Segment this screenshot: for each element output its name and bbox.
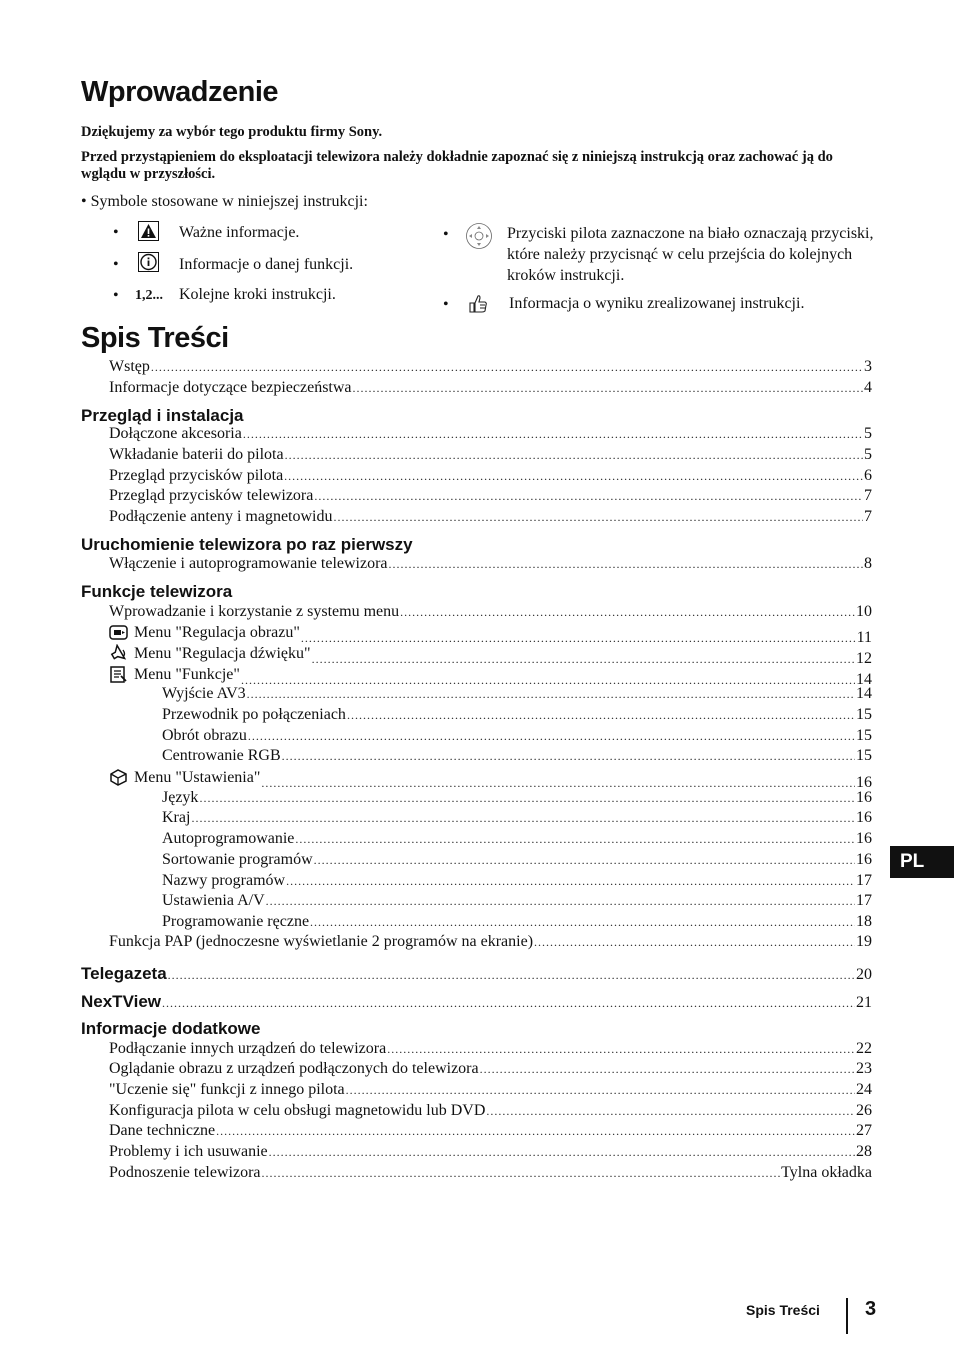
bullet: • (113, 256, 119, 273)
toc-entry[interactable]: Problemy i ich usuwanie ..... 28 (109, 1143, 872, 1164)
footer-divider (846, 1298, 848, 1334)
settings-menu-icon (109, 768, 128, 787)
toc-entry[interactable]: Nazwy programów ..... 17 (162, 872, 872, 893)
toc-entry[interactable]: Wstęp ..... 3 (109, 358, 872, 379)
sym-info-text: Informacje o danej funkcji. (179, 256, 354, 273)
thumbs-up-icon (467, 292, 489, 319)
toc-section-heading: Przegląd i instalacja (81, 406, 244, 425)
toc-entry[interactable]: Podłączenie anteny i magnetowidu ..... 7 (109, 508, 872, 529)
toc-entry[interactable]: Włączenie i autoprogramowanie telewizora ..... 8 (109, 555, 872, 576)
toc-entry[interactable]: Przewodnik po połączeniach ..... 15 (162, 706, 872, 727)
remote-button-icon (465, 222, 493, 255)
toc-entry[interactable]: Kraj ..... 16 (162, 809, 872, 830)
features-menu-icon (109, 665, 128, 684)
toc-entry[interactable]: Język ..... 16 (162, 789, 872, 810)
sound-menu-icon (109, 644, 128, 663)
bullet: • (113, 287, 119, 304)
info-icon (138, 252, 159, 277)
toc-entry[interactable]: Przegląd przycisków telewizora ..... 7 (109, 487, 872, 508)
toc-entry[interactable]: Menu "Funkcje" ..... 14 (109, 665, 872, 686)
thanks-text: Dziękujemy za wybór tego produktu firmy Sony. (81, 124, 383, 140)
sym-result-text: Informacja o wyniku zrealizowanej instrukcji. (509, 295, 805, 312)
toc-entry-nextview[interactable]: NexTView ..... 21 (81, 992, 872, 1013)
toc-entry[interactable]: Programowanie ręczne ..... 18 (162, 913, 872, 934)
toc-entry[interactable]: Dane techniczne ..... 27 (109, 1122, 872, 1143)
toc-entry[interactable]: Funkcja PAP (jednoczesne wyświetlanie 2 programów na ekranie) ..... 19 (109, 933, 872, 954)
intro-title: Wprowadzenie (81, 76, 279, 108)
steps-marker: 1,2... (135, 288, 163, 303)
bullet: • (113, 224, 119, 241)
toc-entry[interactable]: Autoprogramowanie ..... 16 (162, 830, 872, 851)
toc-entry[interactable]: Menu "Ustawienia" ..... 16 (109, 768, 872, 789)
picture-menu-icon (109, 623, 128, 642)
toc-entry[interactable]: Ustawienia A/V ..... 17 (162, 892, 872, 913)
toc-entry[interactable]: Wkładanie baterii do pilota ..... 5 (109, 446, 872, 467)
toc-entry[interactable]: Podnoszenie telewizora ..... Tylna okładka (109, 1164, 872, 1185)
toc-entry[interactable]: Przegląd przycisków pilota ..... 6 (109, 467, 872, 488)
toc-section-heading: Informacje dodatkowe (81, 1019, 261, 1038)
language-tab: PL (890, 846, 954, 878)
bullet: • (443, 226, 449, 243)
footer-section-label: Spis Treści (746, 1302, 820, 1318)
page-number: 3 (865, 1298, 877, 1320)
toc-title: Spis Treści (81, 322, 229, 354)
toc-entry[interactable]: Konfiguracja pilota w celu obsługi magnetowidu lub DVD ..... 26 (109, 1102, 872, 1123)
symbols-intro: • Symbole stosowane w niniejszej instrukcji: (81, 193, 368, 210)
toc-section-heading: Uruchomienie telewizora po raz pierwszy (81, 535, 413, 554)
toc-entry-telegazeta[interactable]: Telegazeta ..... 20 (81, 964, 872, 985)
toc-entry[interactable]: "Uczenie się" funkcji z innego pilota ..... 24 (109, 1081, 872, 1102)
sym-steps-text: Kolejne kroki instrukcji. (179, 286, 336, 303)
toc-entry[interactable]: Centrowanie RGB ..... 15 (162, 747, 872, 768)
warning-text: Przed przystąpieniem do eksploatacji telewizora należy dokładnie zapoznać się z niniejszą instrukcją oraz zachować ją do wglądu w przyszłości. (81, 149, 833, 182)
toc-entry[interactable]: Informacje dotyczące bezpieczeństwa ..... 4 (109, 379, 872, 400)
toc-entry[interactable]: Wprowadzanie i korzystanie z systemu menu ..... 10 (109, 603, 872, 624)
toc-entry[interactable]: Oglądanie obrazu z urządzeń podłączonych do telewizora ..... 23 (109, 1060, 872, 1081)
bullet: • (443, 296, 449, 313)
sym-important-text: Ważne informacje. (179, 224, 300, 241)
sym-buttons-text: Przyciski pilota zaznaczone na biało oznaczają przyciski, które należy przycisnąć w celu przejścia do kolejnych kroków instrukcji. (507, 225, 874, 284)
toc-entry[interactable]: Menu "Regulacja dźwięku" ..... 12 (109, 644, 872, 665)
toc-entry[interactable]: Menu "Regulacja obrazu" ..... 11 (109, 623, 872, 644)
toc-section-heading: Funkcje telewizora (81, 582, 233, 601)
toc-entry[interactable]: Obrót obrazu ..... 15 (162, 727, 872, 748)
toc-entry[interactable]: Dołączone akcesoria ..... 5 (109, 425, 872, 446)
toc-entry[interactable]: Sortowanie programów ..... 16 (162, 851, 872, 872)
warning-triangle-icon (138, 221, 159, 246)
toc-entry[interactable]: Podłączanie innych urządzeń do telewizora ..... 22 (109, 1040, 872, 1061)
toc-entry[interactable]: Wyjście AV3 ..... 14 (162, 685, 872, 706)
